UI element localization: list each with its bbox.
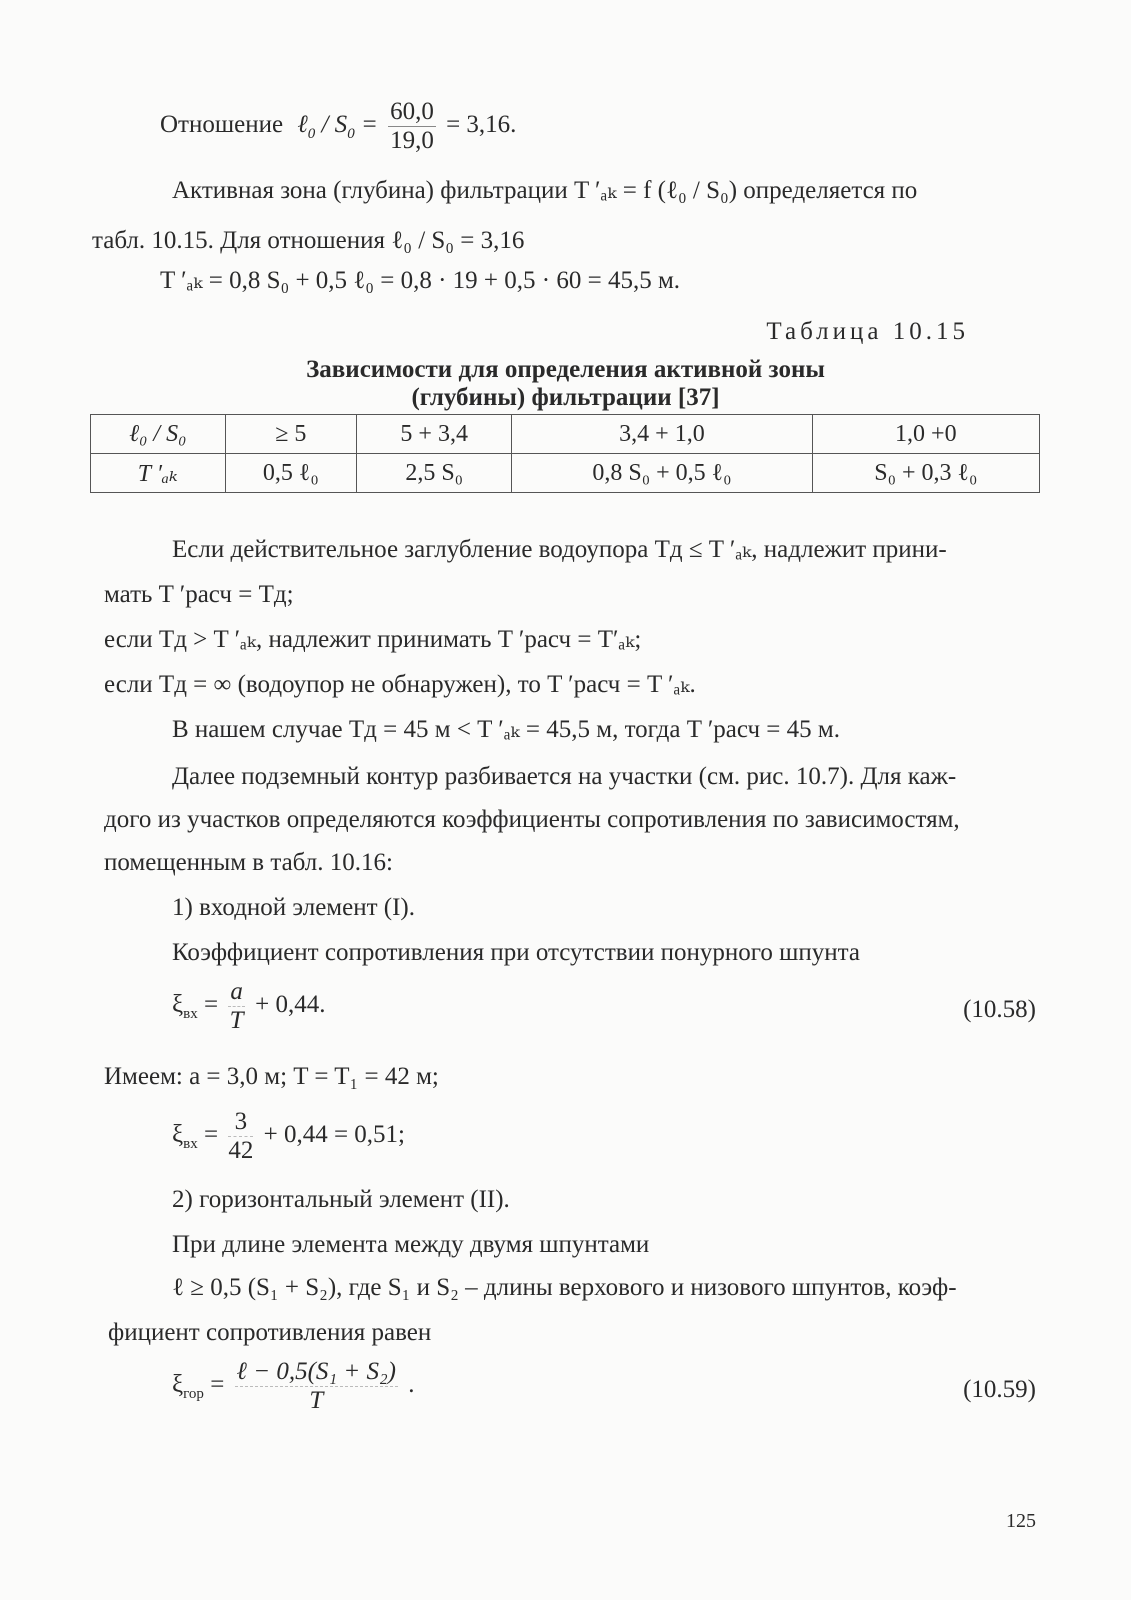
eq-tail: + 0,44. [255, 991, 326, 1019]
equation-10-59: $\xi_{гор}$ = $\frac{\text{ℓ − 0,5(S₁ + S₂)}}{T}$ . [172, 1358, 415, 1414]
table-row [91, 415, 1040, 454]
table-cell: ≥ 5 [225, 415, 357, 454]
dependency-table [90, 414, 1040, 493]
table-cell: 0,5 ℓ₀ [225, 454, 357, 493]
para2-line1: Если действительное заглубление водоупора Tд ≤ T ′ₐₖ, надлежит прини- [172, 536, 947, 563]
para1-line1: Активная зона (глубина) фильтрации T ′ₐₖ = f (ℓ₀ / S₀) определяется по [172, 177, 918, 204]
eq-num: 3 [228, 1108, 253, 1137]
ratio-fraction [388, 98, 436, 155]
xi-subscript: вх [183, 1136, 198, 1153]
xi-symbol: ξ [172, 991, 184, 1019]
para1-line2: табл. 10.15. Для отношения ℓ₀ / S₀ = 3,16 [92, 227, 525, 254]
table-cell: 0,8 S₀ + 0,5 ℓ₀ [512, 454, 812, 493]
ratio-line: Отношение ℓ$_0$ / $S_0$ = $\frac{60,0}{19,0}$ = 3,16. [160, 98, 517, 154]
item2-desc: При длине элемента между двумя шпунтами [172, 1231, 650, 1258]
table-title-line1: Зависимости для определения активной зоны [306, 356, 825, 383]
eq-tail: . [408, 1371, 415, 1399]
eq-fraction [228, 978, 245, 1035]
xi-subscript: вх [183, 1006, 198, 1023]
eq-num: a [230, 978, 243, 1005]
para2-line5: В нашем случае Tд = 45 м < T ′ₐₖ = 45,5 м, тогда T ′расч = 45 м. [172, 716, 840, 743]
para2-line2: мать T ′расч = Tд; [104, 581, 294, 608]
table-caption: Таблица 10.15 [766, 318, 969, 345]
equation-result: $\xi_{вх}$ = $\frac{3}{42}$ + 0,44 = 0,51; [172, 1108, 406, 1164]
table-cell: ℓ₀ / S₀ [91, 415, 226, 454]
table-cell: 5 + 3,4 [357, 415, 512, 454]
item2-line2: фициент сопротивления равен [108, 1319, 432, 1346]
table-cell: 3,4 + 1,0 [512, 415, 812, 454]
eq-fraction [228, 1108, 253, 1165]
item2-line1: ℓ ≥ 0,5 (S₁ + S₂), где S₁ и S₂ – длины верхового и низового шпунтов, коэф- [172, 1274, 957, 1301]
eq-den: T [309, 1387, 324, 1414]
para2-line3: если Tд > T ′ₐₖ, надлежит принимать T ′расч = T′ₐₖ; [104, 626, 642, 653]
xi-symbol: ξ [172, 1371, 184, 1399]
xi-symbol: ξ [172, 1121, 184, 1149]
item1-title: 1) входной элемент (I). [172, 894, 415, 921]
table-title-line2: (глубины) фильтрации [37] [411, 384, 720, 411]
equation-number: (10.59) [963, 1376, 1036, 1403]
item1-desc: Коэффициент сопротивления при отсутствии понурного шпунта [172, 939, 860, 966]
ratio-num: 60,0 [390, 98, 434, 125]
para2-line4: если Tд = ∞ (водоупор не обнаружен), то T ′расч = T ′ₐₖ. [104, 671, 696, 698]
equation-10-58: $\xi_{вх}$ = $\frac{a}{T}$ + 0,44. [172, 978, 326, 1034]
table-cell: S₀ + 0,3 ℓ₀ [812, 454, 1039, 493]
eq-den: 42 [228, 1137, 254, 1164]
eq-fraction [235, 1358, 398, 1415]
ratio-result: = 3,16. [446, 111, 517, 139]
table-row [91, 454, 1040, 493]
item2-title: 2) горизонтальный элемент (II). [172, 1186, 510, 1213]
table-cell: 1,0 +0 [812, 415, 1039, 454]
para3-line1: Далее подземный контур разбивается на участки (см. рис. 10.7). Для каж- [172, 763, 957, 790]
xi-subscript: гор [183, 1386, 204, 1403]
table-cell: T ′ₐₖ [91, 454, 226, 493]
equation-number: (10.58) [963, 996, 1036, 1023]
ratio-prefix: Отношение [160, 111, 284, 139]
para3-line3: помещенным в табл. 10.16: [104, 849, 393, 876]
eq-num: ℓ − 0,5(S₁ + S₂) [236, 1358, 396, 1385]
item1-have: Имеем: a = 3,0 м; T = T₁ = 42 м; [104, 1063, 439, 1090]
eq-den: T [229, 1007, 244, 1034]
page-number: 125 [1006, 1510, 1036, 1532]
eq-tail: + 0,44 = 0,51; [263, 1121, 406, 1149]
para1-line3: T ′ₐₖ = 0,8 S₀ + 0,5 ℓ₀ = 0,8 · 19 + 0,5 · 60 = 45,5 м. [160, 267, 681, 294]
para3-line2: дого из участков определяются коэффициенты сопротивления по зависимостям, [104, 806, 960, 833]
table-cell: 2,5 S₀ [357, 454, 512, 493]
ratio-den: 19,0 [390, 127, 434, 154]
